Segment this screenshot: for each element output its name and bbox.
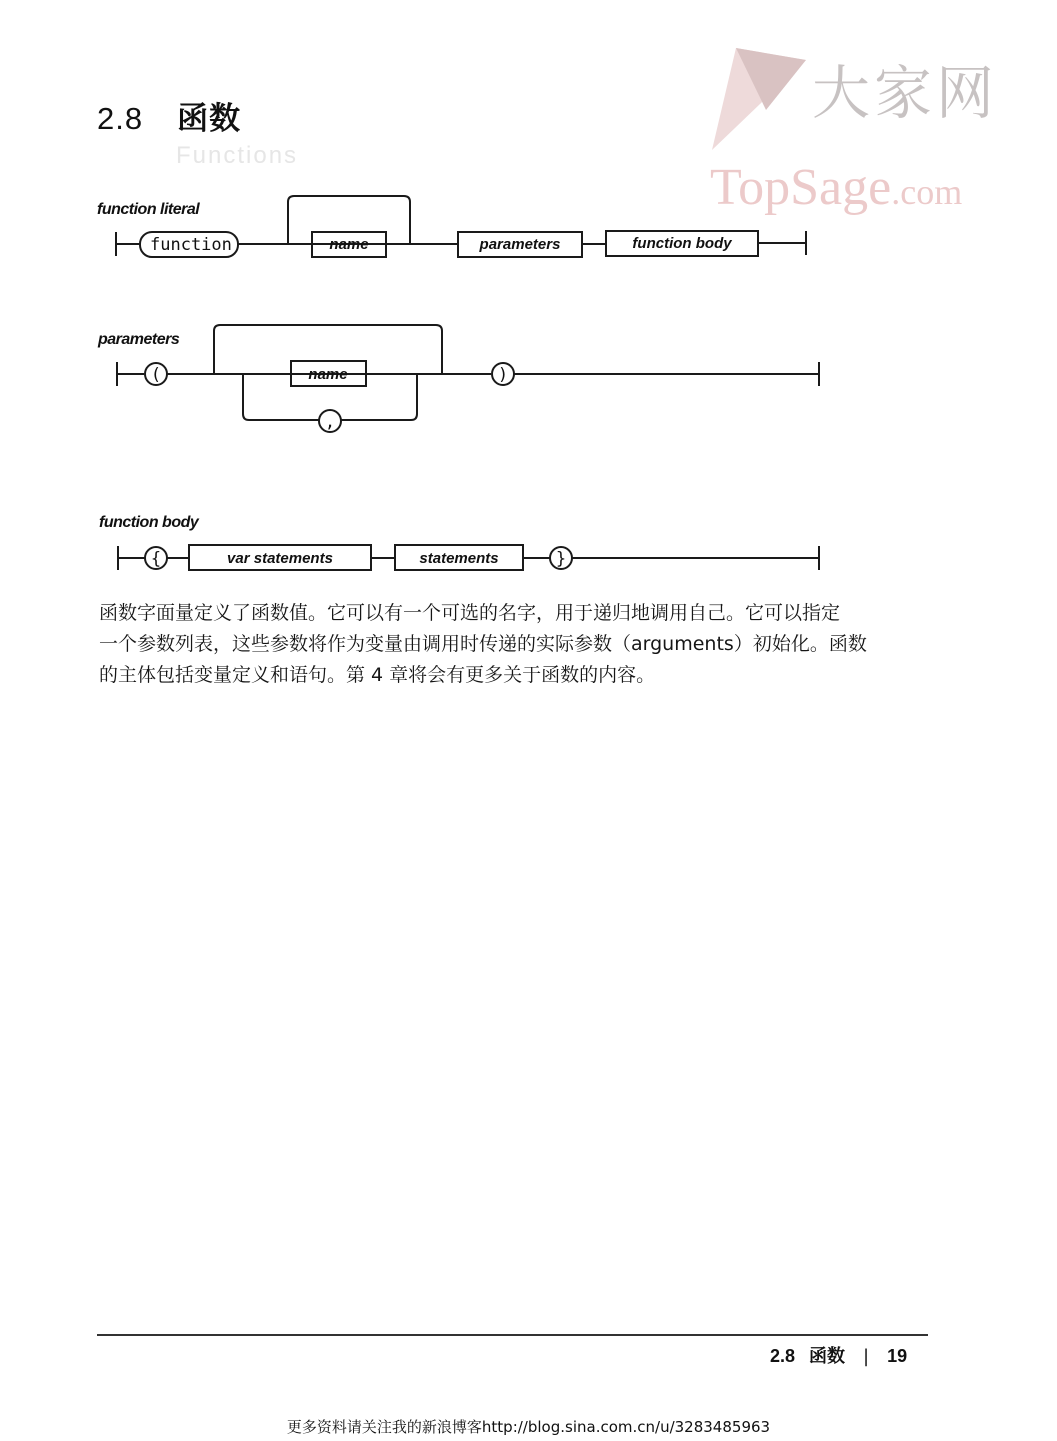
watermark-en-domain: .com bbox=[891, 172, 963, 212]
paren-open-text: ( bbox=[150, 365, 162, 385]
box-parameters-text: parameters bbox=[479, 236, 561, 253]
diagram-label-function-literal: function literal bbox=[97, 201, 200, 218]
section-subtitle: Functions bbox=[176, 142, 299, 169]
watermark-en-main: TopSage bbox=[710, 159, 892, 216]
section-title-text: 函数 bbox=[177, 101, 242, 137]
page-footer bbox=[770, 1342, 907, 1368]
box-statements-text: statements bbox=[419, 550, 499, 567]
comma-text: , bbox=[324, 412, 336, 432]
footer-rule bbox=[97, 1334, 928, 1336]
box-function-body-text: function body bbox=[632, 235, 732, 252]
body-line: 一个参数列表，这些参数将作为变量由调用时传递的实际参数（arguments）初始化。函数 bbox=[99, 633, 867, 655]
footer-section-title: 函数 bbox=[809, 1346, 846, 1367]
diagram-function-body bbox=[99, 514, 819, 570]
body-line: 函数字面量定义了函数值。它可以有一个可选的名字，用于递归地调用自己。它可以指定 bbox=[99, 602, 841, 624]
railroad-diagrams bbox=[0, 0, 1057, 600]
diagram-parameters bbox=[97, 325, 819, 432]
diagram-label-function-body: function body bbox=[99, 514, 199, 531]
brace-close-text: } bbox=[555, 549, 567, 569]
body-paragraph bbox=[99, 598, 929, 691]
watermark-cn: 大家网 bbox=[812, 59, 999, 127]
paren-close-text: ) bbox=[497, 365, 509, 385]
page-number: 19 bbox=[887, 1346, 908, 1366]
brace-open-text: { bbox=[150, 549, 162, 569]
box-param-name-text: name bbox=[308, 366, 348, 383]
box-name-text: name bbox=[329, 236, 369, 253]
footer-section-number: 2.8 bbox=[770, 1346, 796, 1366]
section-number: 2.8 bbox=[97, 101, 144, 136]
diagram-label-parameters: parameters bbox=[98, 331, 180, 348]
keyword-function-text: function bbox=[150, 235, 232, 255]
body-line: 的主体包括变量定义和语句。第 4 章将会有更多关于函数的内容。 bbox=[99, 664, 656, 686]
bottom-note: 更多资料请关注我的新浪博客http://blog.sina.com.cn/u/3283485963 bbox=[286, 1418, 771, 1436]
diagram-function-literal bbox=[97, 196, 806, 257]
footer-separator: | bbox=[863, 1346, 870, 1367]
box-var-statements-text: var statements bbox=[227, 550, 333, 567]
